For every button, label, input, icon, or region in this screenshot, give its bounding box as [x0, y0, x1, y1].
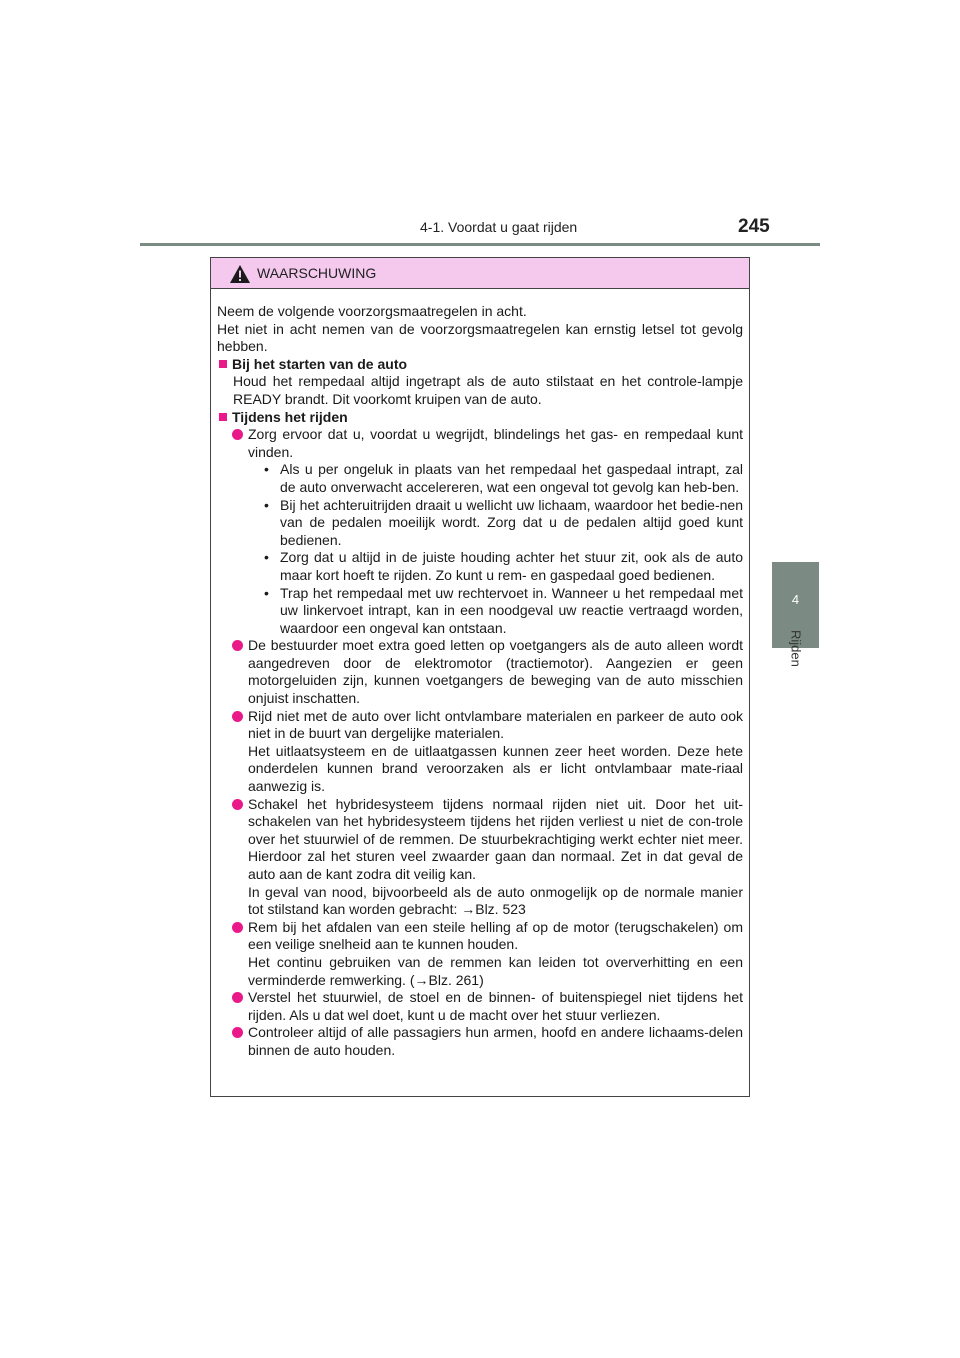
list-item	[217, 426, 743, 637]
section-heading-text: Tijdens het rijden	[232, 408, 348, 425]
circle-bullet-icon	[232, 922, 243, 933]
intro-line: Neem de volgende voorzorgsmaatregelen in acht.	[217, 303, 527, 319]
intro-line: Het niet in acht nemen van de voorzorgsmaatregelen kan ernstig letsel tot gevolg hebben.	[217, 320, 743, 355]
list-item	[217, 919, 743, 989]
circle-bullet-icon	[232, 429, 243, 440]
page-number: 245	[738, 216, 770, 237]
section-heading	[217, 409, 743, 427]
square-bullet-icon	[219, 360, 227, 368]
item-text: Zorg ervoor dat u, voordat u wegrijdt, blindelings het gas- en rempedaal kunt vinden.	[248, 426, 743, 460]
item-extra-text: Het continu gebruiken van de remmen kan leiden tot oververhitting en een verminderde remwerking. (→Blz. 261)	[248, 953, 743, 988]
warning-triangle-icon	[229, 264, 251, 284]
item-text: Schakel het hybridesysteem tijdens normaal rijden niet uit. Door het uit-schakelen van het hybridesysteem tijdens het rijden verliest u niet de con-trole over het stuurwiel of de remmen. De stuurbekrachtiging werkt echter niet meer. Hierdoor zal het sturen veel zwaarder gaan dan normaal. Zet in dat geval de auto aan de kant zodra dit veilig kan.	[248, 795, 743, 882]
circle-bullet-icon	[232, 640, 243, 651]
item-text: De bestuurder moet extra goed letten op voetgangers als de auto alleen wordt aangedreven door de elektromotor (tractiemotor). Aangezien er geen motorgeluiden zijn, kunnen voetgangers de beweging van de auto misschien onjuist inschatten.	[248, 637, 743, 707]
circle-bullet-icon	[232, 1027, 243, 1038]
warning-header	[211, 258, 749, 289]
list-item	[217, 708, 743, 796]
circle-bullet-icon	[232, 711, 243, 722]
item-extra-text: In geval van nood, bijvoorbeeld als de auto onmogelijk op de normale manier tot stilstand kan worden gebracht: →Blz. 523	[248, 883, 743, 918]
section-text: Houd het rempedaal altijd ingetrapt als de auto stilstaat en het controle-lampje READY brandt. Dit voorkomt kruipen van de auto.	[233, 373, 743, 407]
sub-bullet: • Zorg dat u altijd in de juiste houding achter het stuur zit, ook als de auto maar kort hoeft te rijden. Zo kunt u rem- en gaspedaal goed bedienen.	[264, 549, 743, 583]
warning-title: WAARSCHUWING	[257, 265, 377, 281]
chapter-number: 4	[791, 592, 800, 607]
warning-body	[211, 289, 749, 1060]
square-bullet-icon	[219, 413, 227, 421]
section-title: 4-1. Voordat u gaat rijden	[420, 219, 578, 235]
list-item	[217, 796, 743, 919]
item-text: Rijd niet met de auto over licht ontvlambare materialen en parkeer de auto ook niet in de buurt van dergelijke materialen.	[248, 707, 743, 742]
circle-bullet-icon	[232, 992, 243, 1003]
sub-bullet: • Trap het rempedaal met uw rechtervoet in. Wanneer u het rempedaal met uw linkervoet intrapt, kan in een noodgeval uw reactie vertraagd worden, waardoor een ongeval kan ontstaan.	[264, 584, 743, 636]
list-item	[217, 989, 743, 1024]
sub-bullet: • Als u per ongeluk in plaats van het rempedaal het gaspedaal intrapt, zal de auto onverwacht accelereren, wat een ongeval tot gevolg kan heb-ben.	[264, 461, 743, 495]
header-divider	[140, 243, 820, 246]
chapter-title: Rijden	[788, 630, 804, 667]
item-text: Verstel het stuurwiel, de stoel en de binnen- of buitenspiegel niet tijdens het rijden. Als u dat wel doet, kunt u de macht over het stuur verliezen.	[248, 989, 743, 1023]
circle-bullet-icon	[232, 799, 243, 810]
list-item	[217, 1024, 743, 1059]
section-heading-text: Bij het starten van de auto	[232, 355, 408, 372]
list-item	[217, 637, 743, 707]
warning-box	[210, 257, 750, 1097]
item-text: Rem bij het afdalen van een steile helling af op de motor (terugschakelen) om een veilige snelheid aan te kunnen houden.	[248, 918, 743, 953]
item-extra-text: Het uitlaatsysteem en de uitlaatgassen kunnen zeer heet worden. Deze hete onderdelen kunnen brand veroorzaken als er licht ontvlambaar mate-riaal aanwezig is.	[248, 742, 743, 795]
section-heading	[217, 356, 743, 374]
item-text: Controleer altijd of alle passagiers hun armen, hoofd en andere lichaams-delen binnen de auto houden.	[248, 1024, 743, 1058]
sub-bullet: • Bij het achteruitrijden draait u wellicht uw lichaam, waardoor het bedie-nen van de pedalen moeilijk wordt. Zorg dat u de pedalen altijd goed kunt bedienen.	[264, 496, 743, 548]
